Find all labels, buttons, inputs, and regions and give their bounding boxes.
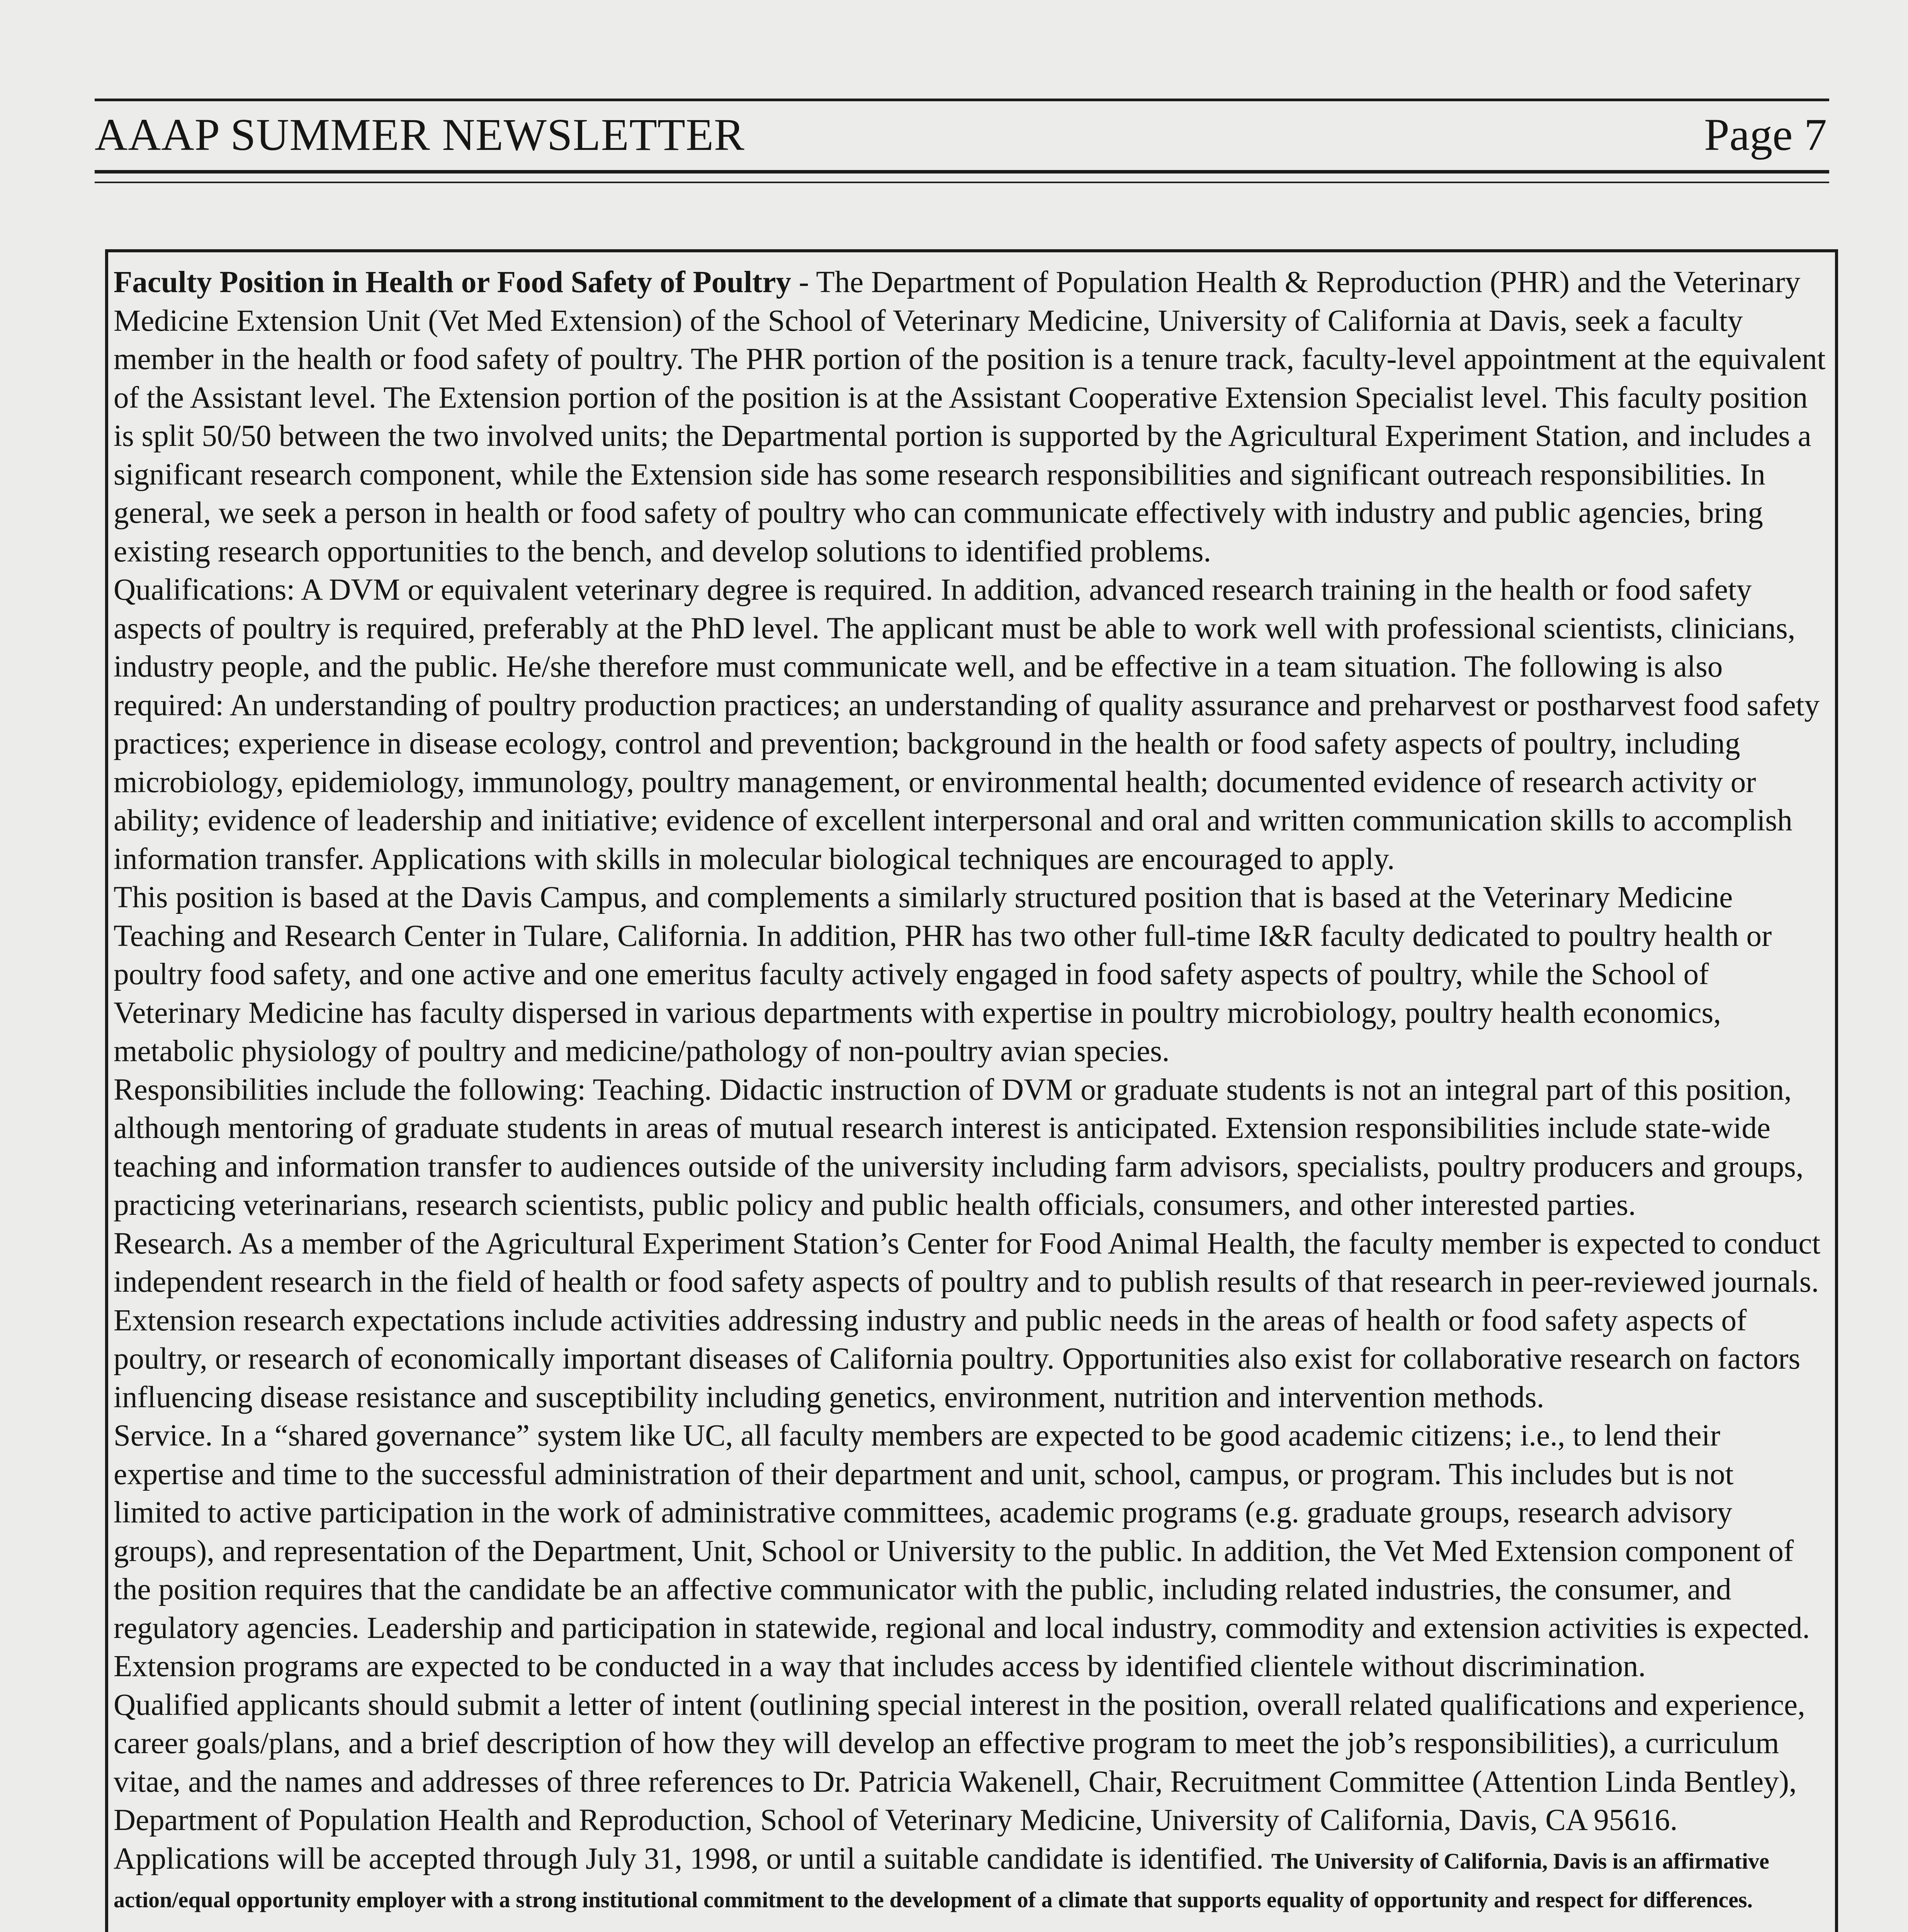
application-paragraph (114, 1686, 1826, 1917)
application-text: Qualified applicants should submit a letter of intent (outlining special interest in the position, overall related qualifications and experience, career goals/plans, and a brief description of how they will develop an effective program to meet the job’s responsibilities), a curriculum vitae, and the names and addresses of three references to Dr. Patricia Wakenell, Chair, Recruitment Committee (Attention Linda Bentley), Department of Population Health and Reproduction, School of Veterinary Medicine, University of California, Davis, CA 95616. Applications will be accepted through July 31, 1998, or until a suitable candidate is identified. (114, 1688, 1805, 1876)
intro-text: - The Department of Population Health & Reproduction (PHR) and the Veterinary Medicine Extension Unit (Vet Med Extension) of the School of Veterinary Medicine, University of California at Davis, seek a faculty member in the health or food safety of poultry. The PHR portion of the position is a tenure track, faculty-level appointment at the equivalent of the Assistant level. The Extension portion of the position is at the Assistant Cooperative Extension Specialist level. This faculty position is split 50/50 between the two involved units; the Departmental portion is supported by the Agricultural Experiment Station, and includes a significant research component, while the Extension side has some research responsibilities and significant outreach responsibilities. In general, we seek a person in health or food safety of poultry who can communicate effectively with industry and public agencies, bring existing research opportunities to the bench, and develop solutions to identified problems. (114, 265, 1826, 568)
research-paragraph: Research. As a member of the Agricultural Experiment Station’s Center for Food Animal Health, the faculty member is expected to conduct independent research in the field of health or food safety aspects of poultry and to publish results of that research in peer-reviewed journals. Extension research expectations include activities addressing industry and public needs in the areas of health or food safety aspects of poultry, or research of economically important diseases of California poultry. Opportunities also exist for collaborative research on factors influencing disease resistance and susceptibility including genetics, environment, nutrition and intervention methods. (114, 1226, 1821, 1414)
article-heading: Faculty Position in Health or Food Safety of Poultry (114, 265, 792, 299)
header-rule-thin (95, 182, 1829, 183)
responsibilities-paragraph: Responsibilities include the following: Teaching. Didactic instruction of DVM or graduate students is not an integral part of this position, although mentoring of graduate students in areas of mutual research interest is anticipated. Extension responsibilities include state-wide teaching and information transfer to audiences outside of the university including farm advisors, specialists, poultry producers and groups, practicing veterinarians, research scientists, public policy and public health officials, consumers, and other interested parties. (114, 1073, 1804, 1222)
header-top-rule (95, 99, 1829, 101)
page-number: Page 7 (1704, 109, 1827, 160)
qualifications-paragraph: Qualifications: A DVM or equivalent veterinary degree is required. In addition, advanced research training in the health or food safety aspects of poultry is required, preferably at the PhD level. The applicant must be able to work well with professional scientists, clinicians, industry people, and the public. He/she therefore must communicate well, and be effective in a team situation. The following is also required: An understanding of poultry production practices; an understanding of quality assurance and preharvest or postharvest food safety practices; experience in disease ecology, control and prevention; background in the health or food safety aspects of poultry, including microbiology, epidemiology, immunology, poultry management, or environmental health; documented evidence of research activity or ability; evidence of leadership and initiative; evidence of excellent interpersonal and oral and written communication skills to accomplish information transfer. Applications with skills in molecular biological techniques are encouraged to apply. (114, 573, 1820, 876)
location-paragraph: This position is based at the Davis Campus, and complements a similarly structured position that is based at the Veterinary Medicine Teaching and Research Center in Tulare, California. In addition, PHR has two other full-time I&R faculty dedicated to poultry health or poultry food safety, and one active and one emeritus faculty actively engaged in food safety aspects of poultry, while the School of Veterinary Medicine has faculty dispersed in various departments with expertise in poultry microbiology, poultry health economics, metabolic physiology of poultry and medicine/pathology of non-poultry avian species. (114, 881, 1772, 1068)
equal-opportunity-statement: The University of California, Davis is an affirmative action/equal opportunity employer with a strong institutional commitment to the development of a climate that supports equality of opportunity and respect for differences. (114, 1848, 1769, 1912)
service-paragraph: Service. In a “shared governance” system like UC, all faculty members are expected to be good academic citizens; i.e., to lend their expertise and time to the successful administration of their department and unit, school, campus, or program. This includes but is not limited to active participation in the work of administrative committees, academic programs (e.g. graduate groups, research advisory groups), and representation of the Department, Unit, School or University to the public. In addition, the Vet Med Extension component of the position requires that the candidate be an affective communicator with the public, including related industries, the consumer, and regulatory agencies. Leadership and participation in statewide, regional and local industry, commodity and extension activities is expected. Extension programs are expected to be conducted in a way that includes access by identified clientele without discrimination. (114, 1419, 1810, 1683)
job-posting-box (105, 249, 1838, 1932)
intro-paragraph (114, 263, 1826, 571)
header-rule-thick (95, 170, 1829, 173)
newsletter-title: AAAP SUMMER NEWSLETTER (95, 109, 745, 160)
